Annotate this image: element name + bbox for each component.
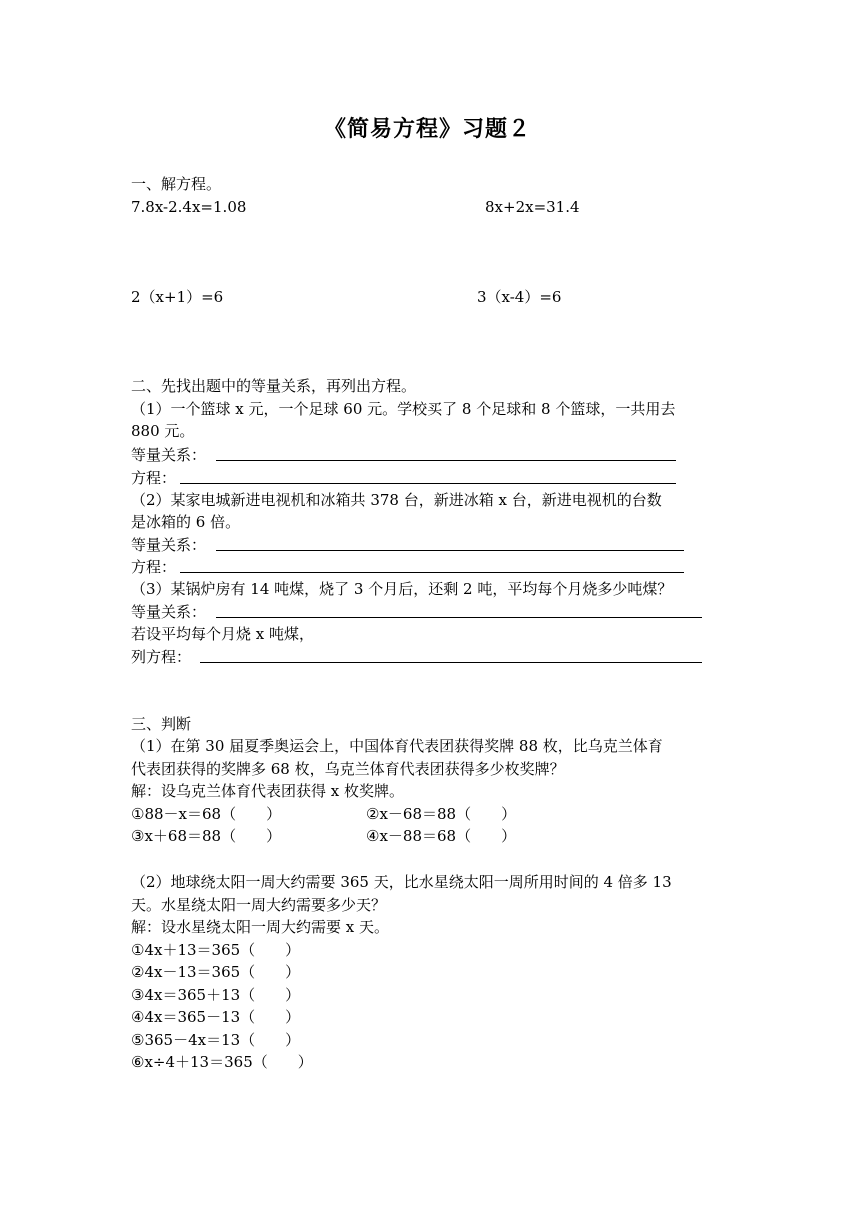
- s3-q1-line2: 代表团获得的奖牌多 68 枚，乌克兰体育代表团获得多少枚奖牌？: [131, 760, 565, 778]
- s2-q1-line1: （1）一个篮球 x 元，一个足球 60 元。学校买了 8 个足球和 8 个篮球，一共用去: [131, 400, 676, 418]
- s2-q1-line2: 880 元。: [131, 422, 195, 440]
- page-title: 《简易方程》习题２: [324, 116, 532, 142]
- s2-q3-assume: 若设平均每个月烧 x 吨煤，: [131, 625, 314, 643]
- s3-q2-solution: 解：设水星绕太阳一周大约需要 x 天。: [131, 918, 389, 936]
- equation-1: 7.8x-2.4x=1.08: [131, 198, 247, 216]
- s3-q1-option-3: ③x＋68＝88（ ）: [131, 827, 282, 845]
- s3-q2-line2: 天。水星绕太阳一周大约需要多少天？: [131, 896, 387, 914]
- s3-q1-option-1: ①88－x＝68（ ）: [131, 805, 282, 823]
- s3-q2-option-4: ④4x＝365－13（ ）: [131, 1008, 301, 1026]
- s3-q2-option-1: ①4x＋13＝365（ ）: [131, 941, 301, 959]
- s2-q2-relation-blank[interactable]: [216, 550, 684, 551]
- s2-q2-line1: （2）某家电城新进电视机和冰箱共 378 台，新进冰箱 x 台，新进电视机的台数: [131, 491, 662, 509]
- equation-2: 8x+2x=31.4: [485, 198, 580, 216]
- s2-q3-equation-blank[interactable]: [200, 662, 702, 663]
- s3-q2-line1: （2）地球绕太阳一周大约需要 365 天，比水星绕太阳一周所用时间的 4 倍多 13: [131, 873, 672, 891]
- s2-q2-equation-label: 方程：: [131, 558, 177, 576]
- equation-3: 2（x+1）=6: [131, 288, 224, 306]
- section3-heading: 三、判断: [131, 715, 192, 733]
- s3-q1-solution: 解：设乌克兰体育代表团获得 x 枚奖牌。: [131, 782, 404, 800]
- s3-q2-option-3: ③4x＝365＋13（ ）: [131, 986, 301, 1004]
- s2-q2-relation-label: 等量关系：: [131, 536, 207, 554]
- s3-q2-option-2: ②4x－13＝365（ ）: [131, 963, 301, 981]
- s2-q3-line1: （3）某锅炉房有 14 吨煤，烧了 3 个月后，还剩 2 吨，平均每个月烧多少吨煤？: [131, 580, 673, 598]
- s2-q3-relation-blank[interactable]: [216, 617, 702, 618]
- section1-heading: 一、解方程。: [131, 175, 222, 193]
- s2-q3-equation-label: 列方程：: [131, 648, 192, 666]
- s2-q1-equation-label: 方程：: [131, 469, 177, 487]
- s3-q1-line1: （1）在第 30 届夏季奥运会上，中国体育代表团获得奖牌 88 枚，比乌克兰体育: [131, 737, 663, 755]
- s2-q1-relation-blank[interactable]: [216, 460, 676, 461]
- s2-q3-relation-label: 等量关系：: [131, 603, 207, 621]
- s2-q2-line2: 是冰箱的 6 倍。: [131, 513, 241, 531]
- equation-4: 3（x-4）=6: [477, 288, 562, 306]
- s3-q1-option-2: ②x－68＝88（ ）: [366, 805, 517, 823]
- s2-q1-relation-label: 等量关系：: [131, 446, 207, 464]
- s2-q1-equation-blank[interactable]: [180, 483, 676, 484]
- s3-q1-option-4: ④x－88＝68（ ）: [366, 827, 517, 845]
- s2-q2-equation-blank[interactable]: [180, 572, 684, 573]
- s3-q2-option-5: ⑤365－4x＝13（ ）: [131, 1031, 301, 1049]
- s3-q2-option-6: ⑥x÷4＋13＝365（ ）: [131, 1053, 313, 1071]
- section2-heading: 二、先找出题中的等量关系，再列出方程。: [131, 377, 417, 395]
